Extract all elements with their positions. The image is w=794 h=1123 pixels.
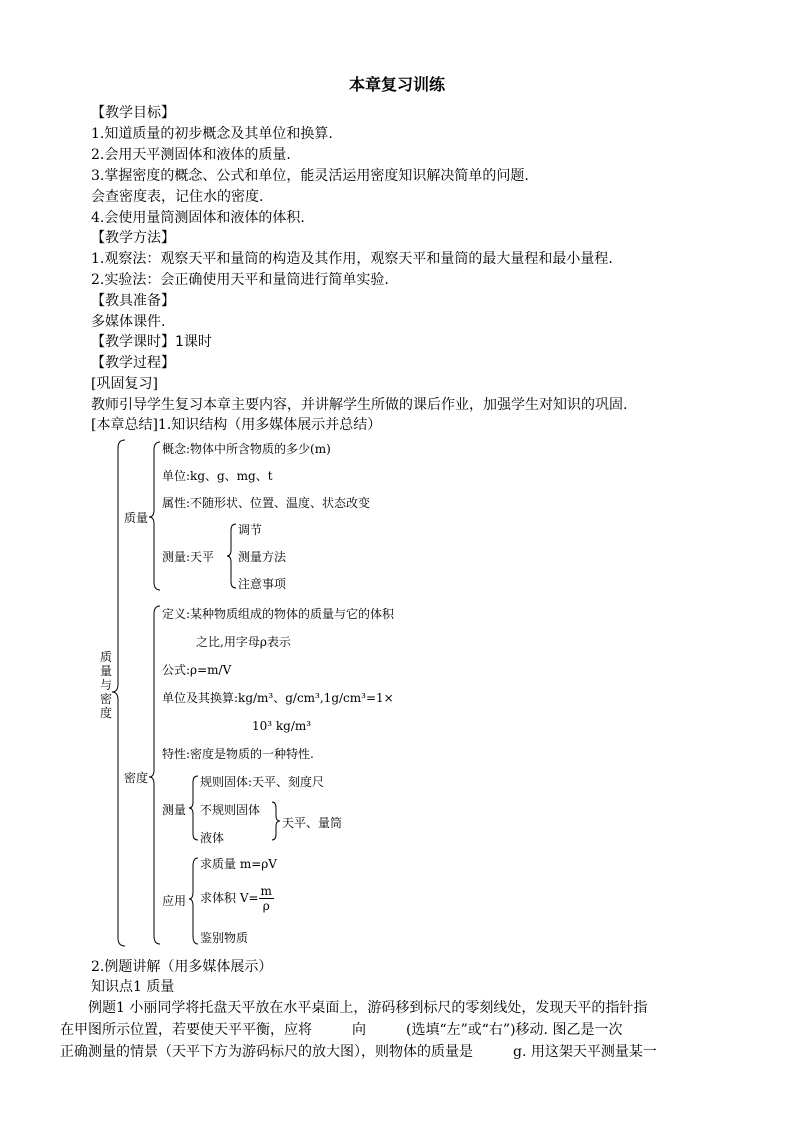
objective-1: 1.知道质量的初步概念及其单位和换算.: [91, 126, 333, 142]
objective-3-cont: 会查密度表，记住水的密度.: [91, 189, 264, 205]
apply-identify: 鉴别物质: [200, 931, 249, 945]
heading-hours: 【教学课时】1课时: [91, 334, 212, 350]
method-1: 1.观察法：观察天平和量筒的构造及其作用，观察天平和量筒的最大量程和最小量程.: [91, 251, 613, 267]
objective-4: 4.会使用量筒测固体和液体的体积.: [91, 210, 305, 226]
ex1-part-1: 在甲图所示位置，若要使天平平衡，应将: [60, 1022, 312, 1038]
objective-2: 2.会用天平测固体和液体的质量.: [91, 147, 291, 163]
density-unit-1: 单位及其换算:kg/m³、g/cm³,1g/cm³=1×: [162, 691, 394, 705]
apply-volume-prefix: 求体积 V=: [200, 891, 259, 905]
example-1-line-1: 例题1 小丽同学将托盘天平放在水平桌面上，游码移到标尺的零刻线处，发现天平的指针指: [88, 1000, 648, 1016]
example-heading: 2.例题讲解（用多媒体展示）: [91, 959, 273, 975]
measure-regular: 规则固体:天平、刻度尺: [200, 775, 325, 789]
ex1-part-3: (选填“左”或“右”)移动. 图乙是一次: [406, 1022, 623, 1038]
mass-measure: 测量:天平: [162, 550, 215, 564]
heading-tools: 【教具准备】: [91, 293, 175, 309]
ex1-part-5: g. 用这架天平测量某一: [513, 1044, 657, 1060]
page-title: 本章复习训练: [348, 75, 445, 94]
density-def-2: 之比,用字母ρ表示: [196, 635, 291, 649]
mass-label: 质量: [124, 511, 149, 525]
method-2: 2.实验法：会正确使用天平和量筒进行简单实验.: [91, 272, 389, 288]
density-label: 密度: [124, 771, 149, 785]
review-text: 教师引导学生复习本章主要内容，并讲解学生所做的课后作业，加强学生对知识的巩固.: [91, 397, 628, 413]
fraction-numerator: m: [260, 884, 272, 898]
mass-property: 属性:不随形状、位置、温度、状态改变: [162, 496, 371, 510]
mass-unit: 单位:kg、g、mg、t: [162, 469, 273, 483]
example-1-line-2: [60, 1019, 740, 1041]
objective-3: 3.掌握密度的概念、公式和单位，能灵活运用密度知识解决简单的问题.: [91, 168, 529, 184]
balance-adjust: 调节: [238, 523, 263, 537]
volume-fraction: [259, 884, 274, 913]
heading-process: 【教学过程】: [91, 355, 175, 371]
density-measure-label: 测量: [162, 803, 187, 817]
density-apply-label: 应用: [162, 894, 187, 908]
mass-concept: 概念:物体中所含物质的多少(m): [162, 442, 331, 456]
fraction-denominator: ρ: [262, 899, 270, 913]
measure-tools: 天平、量筒: [282, 816, 343, 830]
measure-liquid: 液体: [200, 831, 225, 845]
apply-mass: 求质量 m=ρV: [200, 857, 277, 871]
diagram-root-label: 质量与密度: [99, 650, 112, 720]
summary-heading: [本章总结]1.知识结构（用多媒体展示并总结）: [91, 417, 382, 433]
heading-objectives: 【教学目标】: [91, 105, 175, 121]
density-trait: 特性:密度是物质的一种特性.: [162, 747, 314, 761]
ex1-part-4: 正确测量的情景（天平下方为游码标尺的放大图），则物体的质量是: [60, 1044, 473, 1060]
density-formula: 公式:ρ=m/V: [162, 663, 232, 677]
density-unit-2: 10³ kg/m³: [252, 719, 312, 733]
apply-volume: [200, 884, 274, 913]
balance-notes: 注意事项: [238, 577, 287, 591]
example-1-line-3: [60, 1041, 740, 1063]
balance-method: 测量方法: [238, 550, 287, 564]
measure-irregular: 不规则固体: [200, 803, 261, 817]
review-heading: [巩固复习]: [91, 376, 158, 392]
density-def-1: 定义:某种物质组成的物体的质量与它的体积: [162, 607, 395, 621]
heading-methods: 【教学方法】: [91, 230, 175, 246]
ex1-part-2: 向: [352, 1022, 366, 1038]
tools-text: 多媒体课件.: [91, 314, 166, 330]
knowledge-point-1: 知识点1 质量: [91, 979, 175, 995]
